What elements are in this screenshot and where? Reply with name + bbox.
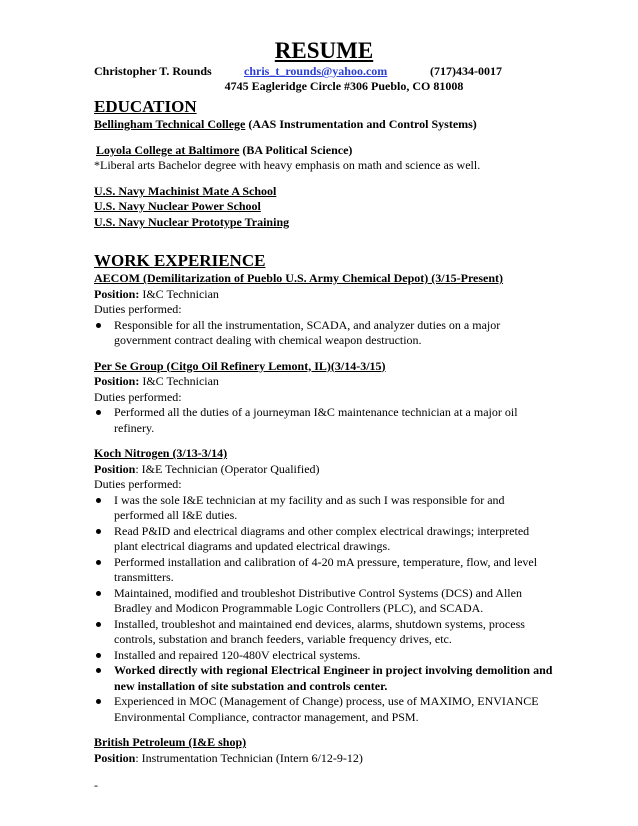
bullet-icon xyxy=(96,622,101,627)
duties-list xyxy=(94,318,554,349)
job-position xyxy=(94,751,554,767)
job-employer: Koch Nitrogen (3/13-3/14) xyxy=(94,446,228,460)
duties-list xyxy=(94,493,554,726)
footer-mark: - xyxy=(94,778,98,792)
list-item: I was the sole I&E technician at my facility and as such I was responsible for and performed all I&E duties. xyxy=(94,493,554,524)
list-item: Experienced in MOC (Management of Change) process, use of MAXIMO, ENVIANCE Environmental Compliance, contractor management, and PSM. xyxy=(94,694,554,725)
job-position xyxy=(94,287,554,303)
list-item: Maintained, modified and troubleshot Distributive Control Systems (DCS) and Allen Bradley and Modicon Programmable Logic Controllers (PLC), and SCADA. xyxy=(94,586,554,617)
job-employer: AECOM (Demilitarization of Pueblo U.S. Army Chemical Depot) (3/15-Present) xyxy=(94,271,504,285)
contact-line xyxy=(94,64,554,79)
position-label: Position xyxy=(94,461,136,476)
navy-training-2: U.S. Navy Nuclear Power School xyxy=(94,199,261,213)
duties-list xyxy=(94,405,554,436)
position-value: I&C Technician xyxy=(139,374,219,388)
navy-training-3: U.S. Navy Nuclear Prototype Training xyxy=(94,214,290,229)
resume-page xyxy=(94,38,554,766)
navy-training-1: U.S. Navy Machinist Mate A School xyxy=(94,183,277,198)
contact-name: Christopher T. Rounds xyxy=(94,64,212,78)
work-experience-heading: WORK EXPERIENCE xyxy=(94,251,266,270)
bullet-icon xyxy=(96,560,101,565)
contact-address: 4745 Eagleridge Circle #306 Pueblo, CO 81008 xyxy=(224,79,464,93)
education-school-2 xyxy=(94,143,554,159)
bullet-icon xyxy=(96,410,101,415)
bullet-icon xyxy=(96,498,101,503)
job-position xyxy=(94,374,554,390)
list-item: Read P&ID and electrical diagrams and other complex electrical drawings; interpreted plant electrical diagrams and updated electrical drawings. xyxy=(94,524,554,555)
school-detail: (AAS Instrumentation and Control Systems) xyxy=(245,117,477,131)
education-school-1 xyxy=(94,117,554,133)
education-note: *Liberal arts Bachelor degree with heavy emphasis on math and science as well. xyxy=(94,158,481,172)
school-name: Loyola College at Baltimore xyxy=(96,142,240,157)
duties-label: Duties performed: xyxy=(94,389,182,404)
duties-label: Duties performed: xyxy=(94,477,182,491)
bullet-icon xyxy=(96,699,101,704)
contact-phone: (717)434-0017 xyxy=(430,64,502,78)
job-position xyxy=(94,462,554,478)
bullet-icon xyxy=(96,529,101,534)
list-item: Performed installation and calibration of 4-20 mA pressure, temperature, flow, and level transmitters. xyxy=(94,555,554,586)
position-label: Position: xyxy=(94,374,140,388)
bullet-icon xyxy=(96,323,101,328)
position-label: Position xyxy=(94,750,136,765)
school-detail: (BA Political Science) xyxy=(239,142,353,157)
position-label: Position: xyxy=(94,286,140,301)
list-item: Installed, troubleshot and maintained end devices, alarms, shutdown systems, process controls, substation and branch feeders, variable frequency drives, etc. xyxy=(94,617,554,648)
contact-email-link[interactable]: chris_t_rounds@yahoo.com xyxy=(244,64,388,78)
list-item: Worked directly with regional Electrical Engineer in project involving demolition and new installation of site substation and controls center. xyxy=(94,663,554,694)
position-value: : I&E Technician (Operator Qualified) xyxy=(135,461,320,476)
job-employer: Per Se Group (Citgo Oil Refinery Lemont, IL)(3/14-3/15) xyxy=(94,358,386,373)
duties-label: Duties performed: xyxy=(94,302,182,316)
job-employer: British Petroleum (I&E shop) xyxy=(94,735,247,749)
education-heading: EDUCATION xyxy=(94,97,197,116)
position-value: : Instrumentation Technician (Intern 6/12-9-12) xyxy=(135,750,363,765)
bullet-icon xyxy=(96,591,101,596)
position-value: I&C Technician xyxy=(139,286,219,301)
list-item: Installed and repaired 120-480V electrical systems. xyxy=(94,648,554,664)
bullet-icon xyxy=(96,653,101,658)
school-name: Bellingham Technical College xyxy=(94,117,246,131)
list-item: Responsible for all the instrumentation, SCADA, and analyzer duties on a major government contract dealing with chemical weapon destruction. xyxy=(94,318,554,349)
list-item: Performed all the duties of a journeyman I&C maintenance technician at a major oil refinery. xyxy=(94,405,554,436)
document-title: RESUME xyxy=(274,38,374,63)
bullet-icon xyxy=(96,668,101,673)
